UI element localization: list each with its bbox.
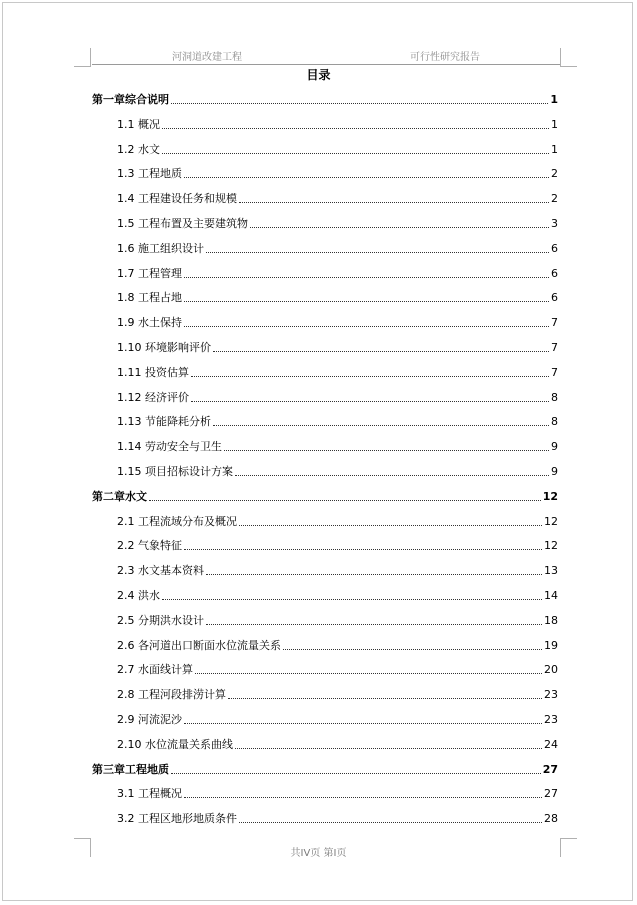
toc-dot-leader [191, 401, 549, 402]
toc-entry-page-number: 6 [551, 266, 558, 280]
toc-entry-label: 1.5 工程布置及主要建筑物 [117, 217, 248, 230]
toc-entry-page-number: 7 [551, 341, 558, 354]
toc-section-entry[interactable] [117, 440, 558, 454]
toc-entry-page-number: 7 [551, 365, 558, 379]
toc-dot-leader [213, 351, 549, 352]
toc-dot-leader [171, 773, 541, 774]
toc-entry-page-number: 8 [551, 415, 558, 429]
toc-section-entry[interactable] [117, 713, 558, 727]
toc-entry-page-number: 12 [544, 539, 558, 553]
toc-entry-label: 2.5 分期洪水设计 [117, 613, 204, 627]
toc-entry-label: 2.8 工程河段排涝计算 [117, 688, 226, 702]
toc-section-entry[interactable] [117, 167, 558, 181]
running-header [92, 46, 560, 65]
toc-section-entry[interactable] [117, 663, 558, 677]
toc-dot-leader [162, 153, 549, 154]
toc-entry-label: 第二章水文 [92, 489, 147, 503]
toc-entry-label: 1.10 环境影响评价 [117, 341, 211, 354]
toc-entry-page-number: 19 [544, 638, 558, 652]
toc-entry-label: 1.7 工程管理 [117, 266, 182, 280]
toc-section-entry[interactable] [117, 639, 558, 653]
toc-section-entry[interactable] [117, 539, 558, 553]
toc-entry-page-number: 18 [544, 613, 558, 627]
toc-dot-leader [195, 673, 542, 674]
toc-entry-page-number: 13 [544, 564, 558, 578]
toc-entry-page-number: 24 [544, 737, 558, 751]
toc-entry-label: 2.9 河流泥沙 [117, 713, 182, 726]
toc-entry-label: 2.2 气象特征 [117, 539, 182, 553]
toc-section-entry[interactable] [117, 515, 558, 529]
toc-section-entry[interactable] [117, 341, 558, 355]
toc-entry-label: 1.15 项目招标设计方案 [117, 465, 233, 478]
toc-entry-label: 1.6 施工组织设计 [117, 241, 204, 255]
toc-section-entry[interactable] [117, 391, 558, 405]
toc-entry-page-number: 1 [551, 142, 558, 156]
toc-section-entry[interactable] [117, 787, 558, 801]
toc-entry-page-number: 28 [544, 812, 558, 826]
toc-entry-page-number: 27 [542, 762, 558, 776]
toc-section-entry[interactable] [117, 217, 558, 231]
toc-dot-leader [235, 748, 542, 749]
header-left-text: 河洞道改建工程 [172, 52, 242, 63]
toc-entry-page-number: 9 [551, 465, 558, 478]
toc-entry-label: 1.8 工程占地 [117, 291, 182, 305]
toc-section-entry[interactable] [117, 589, 558, 603]
toc-section-entry[interactable] [117, 316, 558, 330]
toc-section-entry[interactable] [117, 614, 558, 628]
toc-entry-label: 1.13 节能降耗分析 [117, 415, 211, 429]
toc-entry-page-number: 6 [551, 241, 558, 255]
toc-entry-page-number: 12 [542, 489, 558, 503]
toc-dot-leader [149, 500, 541, 501]
toc-dot-leader [239, 822, 542, 823]
toc-entry-label: 2.6 各河道出口断面水位流量关系 [117, 638, 281, 652]
toc-dot-leader [250, 227, 549, 228]
toc-entry-page-number: 1 [550, 93, 558, 106]
toc-dot-leader [162, 599, 542, 600]
toc-dot-leader [213, 425, 549, 426]
toc-dot-leader [184, 723, 542, 724]
toc-entry-label: 1.3 工程地质 [117, 167, 182, 181]
toc-dot-leader [228, 698, 542, 699]
toc-entry-page-number: 12 [544, 514, 558, 528]
toc-section-entry[interactable] [117, 812, 558, 826]
toc-section-entry[interactable] [117, 366, 558, 380]
toc-dot-leader [184, 797, 542, 798]
toc-entry-label: 2.10 水位流量关系曲线 [117, 737, 233, 751]
toc-title: 目录 [306, 68, 331, 82]
toc-entry-label: 1.9 水土保持 [117, 316, 182, 330]
toc-dot-leader [171, 103, 548, 104]
toc-dot-leader [239, 525, 542, 526]
toc-entry-label: 1.11 投资估算 [117, 365, 189, 379]
toc-dot-leader [184, 277, 549, 278]
toc-entry-label: 1.4 工程建设任务和规模 [117, 192, 237, 206]
toc-entry-label: 2.4 洪水 [117, 589, 160, 602]
toc-entry-label: 1.2 水文 [117, 142, 160, 156]
toc-entry-label: 2.3 水文基本资料 [117, 564, 204, 578]
toc-section-entry[interactable] [117, 192, 558, 206]
toc-dot-leader [283, 649, 542, 650]
toc-dot-leader [206, 624, 542, 625]
toc-entry-page-number: 2 [551, 192, 558, 206]
crop-mark-top-left [74, 48, 91, 67]
toc-section-entry[interactable] [117, 291, 558, 305]
toc-section-entry[interactable] [117, 143, 558, 157]
toc-section-entry[interactable] [117, 564, 558, 578]
toc-entry-page-number: 23 [544, 688, 558, 702]
toc-dot-leader [184, 549, 542, 550]
toc-entry-label: 1.1 概况 [117, 117, 160, 131]
toc-entry-label: 3.2 工程区地形地质条件 [117, 812, 237, 826]
toc-section-entry[interactable] [117, 267, 558, 281]
toc-dot-leader [191, 376, 549, 377]
toc-dot-leader [184, 301, 549, 302]
toc-chapter-entry[interactable] [92, 490, 558, 504]
toc-entry-page-number: 27 [544, 787, 558, 801]
toc-section-entry[interactable] [117, 118, 558, 132]
toc-entry-page-number: 23 [544, 713, 558, 726]
crop-mark-top-right [560, 48, 577, 67]
toc-chapter-entry[interactable] [92, 763, 558, 777]
toc-section-entry[interactable] [117, 688, 558, 702]
toc-entry-label: 1.14 劳动安全与卫生 [117, 440, 222, 454]
toc-dot-leader [206, 574, 542, 575]
toc-entry-page-number: 7 [551, 316, 558, 330]
toc-entry-label: 2.7 水面线计算 [117, 663, 193, 677]
toc-entry-label: 1.12 经济评价 [117, 390, 189, 404]
toc-dot-leader [184, 326, 549, 327]
toc-entry-page-number: 1 [551, 117, 558, 131]
toc-section-entry[interactable] [117, 738, 558, 752]
toc-entry-label: 3.1 工程概况 [117, 787, 182, 801]
toc-dot-leader [235, 475, 549, 476]
toc-dot-leader [239, 202, 549, 203]
toc-dot-leader [206, 252, 549, 253]
toc-entry-page-number: 6 [551, 291, 558, 305]
toc-chapter-entry[interactable] [92, 93, 558, 107]
page-footer: 共IV页 第I页 [290, 848, 347, 859]
toc-entry-page-number: 3 [551, 217, 558, 230]
toc-dot-leader [162, 128, 549, 129]
toc-entry-label: 2.1 工程流域分布及概况 [117, 514, 237, 528]
toc-section-entry[interactable] [117, 465, 558, 479]
toc-entry-page-number: 8 [551, 390, 558, 404]
toc-entry-label: 第一章综合说明 [92, 93, 169, 106]
toc-entry-page-number: 14 [544, 589, 558, 602]
header-right-text: 可行性研究报告 [410, 52, 480, 63]
toc-section-entry[interactable] [117, 415, 558, 429]
toc-entry-page-number: 20 [544, 663, 558, 677]
toc-dot-leader [184, 177, 549, 178]
toc-entry-page-number: 2 [551, 167, 558, 181]
toc-entry-label: 第三章工程地质 [92, 762, 169, 776]
toc-entry-page-number: 9 [551, 440, 558, 454]
toc-dot-leader [224, 450, 549, 451]
toc-section-entry[interactable] [117, 242, 558, 256]
